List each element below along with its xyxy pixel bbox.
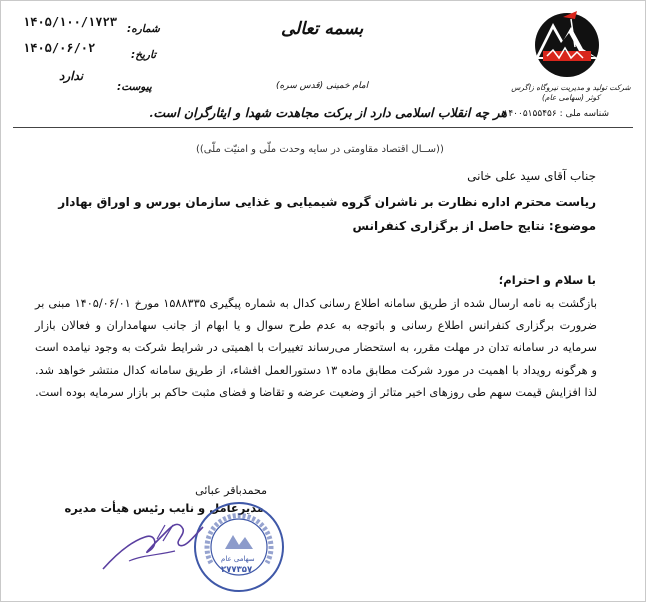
- date-value: ۱۴۰۵/۰۶/۰۲: [23, 41, 96, 55]
- addressee: جناب آقای سید علی خانی: [467, 169, 596, 183]
- header-divider: [13, 127, 633, 128]
- number-value: ۱۴۰۵/۱۰۰/۱۷۲۳: [23, 15, 117, 29]
- motto: ((ســال اقتصاد مقاومتی در سایه وحدت ملّی و امنیّت ملّی)): [196, 144, 444, 155]
- handwritten-signature: [99, 511, 209, 577]
- stamp-subtext: سهامی عام: [221, 555, 255, 563]
- slogan: هر چه انقلاب اسلامی دارد از برکت مجاهدت شهدا و ایثارگران است.: [149, 105, 508, 120]
- subject: موضوع: نتایج حاصل از برگزاری کنفرانس: [352, 219, 596, 233]
- attachment-value: ندارد: [59, 69, 84, 83]
- attachment-label: پیوست:: [117, 81, 152, 93]
- stamp-number: ۲۷۷۳۵۷: [221, 565, 253, 575]
- signer-title: مدیرعامل و نایب رئیس هیأت مدیره: [64, 501, 264, 515]
- company-name: شرکت تولید و مدیریت نیروگاه زاگرس کوثر (سهامی عام): [511, 83, 631, 102]
- letter-body: بازگشت به نامه ارسال شده از طریق سامانه اطلاع رسانی کدال به شماره پیگیری ۱۵۸۸۳۳۵ مورخ ۱۴۰۵/۰۶/۰۱ مبنی بر ضرورت برگزاری کنفرانس اطلاع رسانی و باتوجه به عدم طرح سوال و یا ابهام از جانب سهامداران و فعالان بازار سرمایه در سامانه تدان در مهلت مقرر، به استحضار می‌رساند تغییرات با اهمیتی در شرایط شرکت به وجود نیامده است و هرگونه رویداد با اهمیت در مورد شرکت مطابق ماده ۱۳ دستورالعمل افشاء، از طریق سامانه کدال منتشر خواهد شد. لذا افزایش قیمت سهم طی روزهای اخیر متاثر از وضعیت عرضه و تقاضا و فضای مثبت حاکم بر بازار سرمایه بوده است.: [35, 297, 597, 399]
- greeting: با سلام و احترام؛: [498, 273, 596, 287]
- signer-name: محمدباقر عبائی: [195, 484, 267, 497]
- addressee-position: ریاست محترم اداره نظارت بر ناشران گروه شیمیایی و غذایی سازمان بورس و اوراق بهادار: [58, 195, 596, 209]
- bismillah: بسمه تعالی: [281, 19, 364, 39]
- number-label: شماره:: [127, 23, 160, 35]
- national-id: شناسه ملی : ۱۴۰۰۵۱۵۵۴۵۶: [503, 109, 609, 119]
- imam-attribution: امام خمینی (قدس سره): [276, 81, 369, 91]
- date-label: تاریخ:: [131, 49, 157, 61]
